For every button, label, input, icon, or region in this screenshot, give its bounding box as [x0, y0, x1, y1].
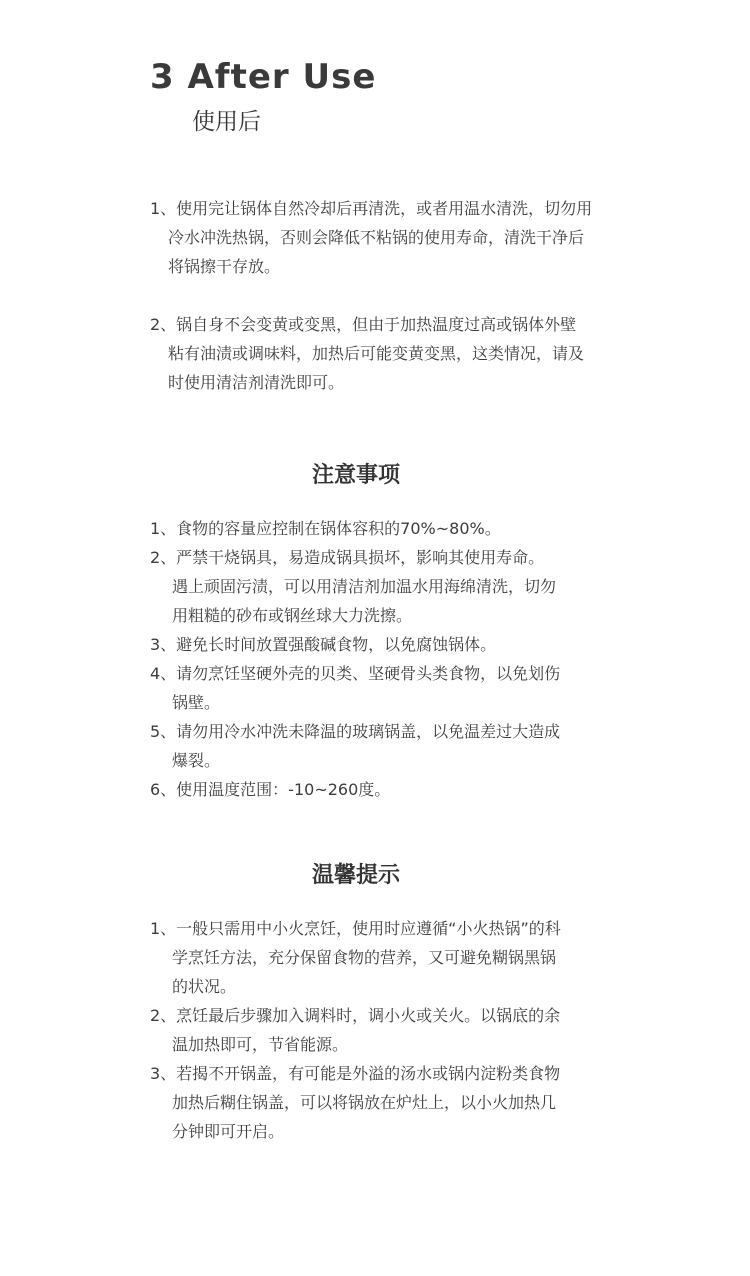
list-item: 2、严禁干烧锅具，易造成锅具损坏，影响其使用寿命。: [150, 548, 545, 567]
tips-list: [150, 914, 610, 1146]
section-title: 3 After Use: [150, 57, 377, 97]
list-item: 3、避免长时间放置强酸碱食物，以免腐蚀锅体。: [150, 635, 497, 654]
notes-heading: 注意事项: [311, 463, 400, 488]
section-subtitle: 使用后: [192, 109, 261, 135]
text-line: 粘有油渍或调味料，加热后可能变黄变黑，这类情况，请及: [168, 344, 585, 363]
after-use-item-1: [150, 194, 610, 281]
text-line: 时使用清洁剂清洗即可。: [168, 373, 345, 392]
tips-heading: 温馨提示: [311, 863, 400, 888]
list-item-continuation: 的状况。: [172, 977, 237, 996]
text-line: 将锅擦干存放。: [168, 257, 281, 276]
list-item-continuation: 锅壁。: [172, 693, 221, 712]
list-item-continuation: 爆裂。: [172, 751, 221, 770]
text-line: 冷水冲洗热锅，否则会降低不粘锅的使用寿命，清洗干净后: [168, 228, 585, 247]
list-item: 1、一般只需用中小火烹饪，使用时应遵循“小火热锅”的科: [150, 919, 561, 938]
list-item: 1、食物的容量应控制在锅体容积的70%~80%。: [150, 519, 501, 538]
list-item: 4、请勿烹饪坚硬外壳的贝类、坚硬骨头类食物，以免划伤: [150, 664, 561, 683]
after-use-item-2: [150, 310, 610, 397]
list-item-continuation: 学烹饪方法，充分保留食物的营养，又可避免糊锅黑锅: [172, 948, 557, 967]
list-item: 2、烹饪最后步骤加入调料时，调小火或关火。以锅底的余: [150, 1006, 561, 1025]
list-item-continuation: 加热后糊住锅盖，可以将锅放在炉灶上，以小火加热几: [172, 1093, 557, 1112]
text-line: 1、使用完让锅体自然冷却后再清洗，或者用温水清洗，切勿用: [150, 199, 593, 218]
text-line: 2、锅自身不会变黄或变黑，但由于加热温度过高或锅体外壁: [150, 315, 577, 334]
list-item: 6、使用温度范围：-10~260度。: [150, 780, 391, 799]
list-item-continuation: 遇上顽固污渍，可以用清洁剂加温水用海绵清洗，切勿: [172, 577, 557, 596]
list-item-continuation: 温加热即可，节省能源。: [172, 1035, 349, 1054]
list-item: 5、请勿用冷水冲洗未降温的玻璃锅盖，以免温差过大造成: [150, 722, 561, 741]
list-item-continuation: 用粗糙的砂布或钢丝球大力洗擦。: [172, 606, 413, 625]
list-item: 3、若揭不开锅盖，有可能是外溢的汤水或锅内淀粉类食物: [150, 1064, 561, 1083]
notes-list: [150, 514, 610, 804]
list-item-continuation: 分钟即可开启。: [172, 1122, 285, 1141]
